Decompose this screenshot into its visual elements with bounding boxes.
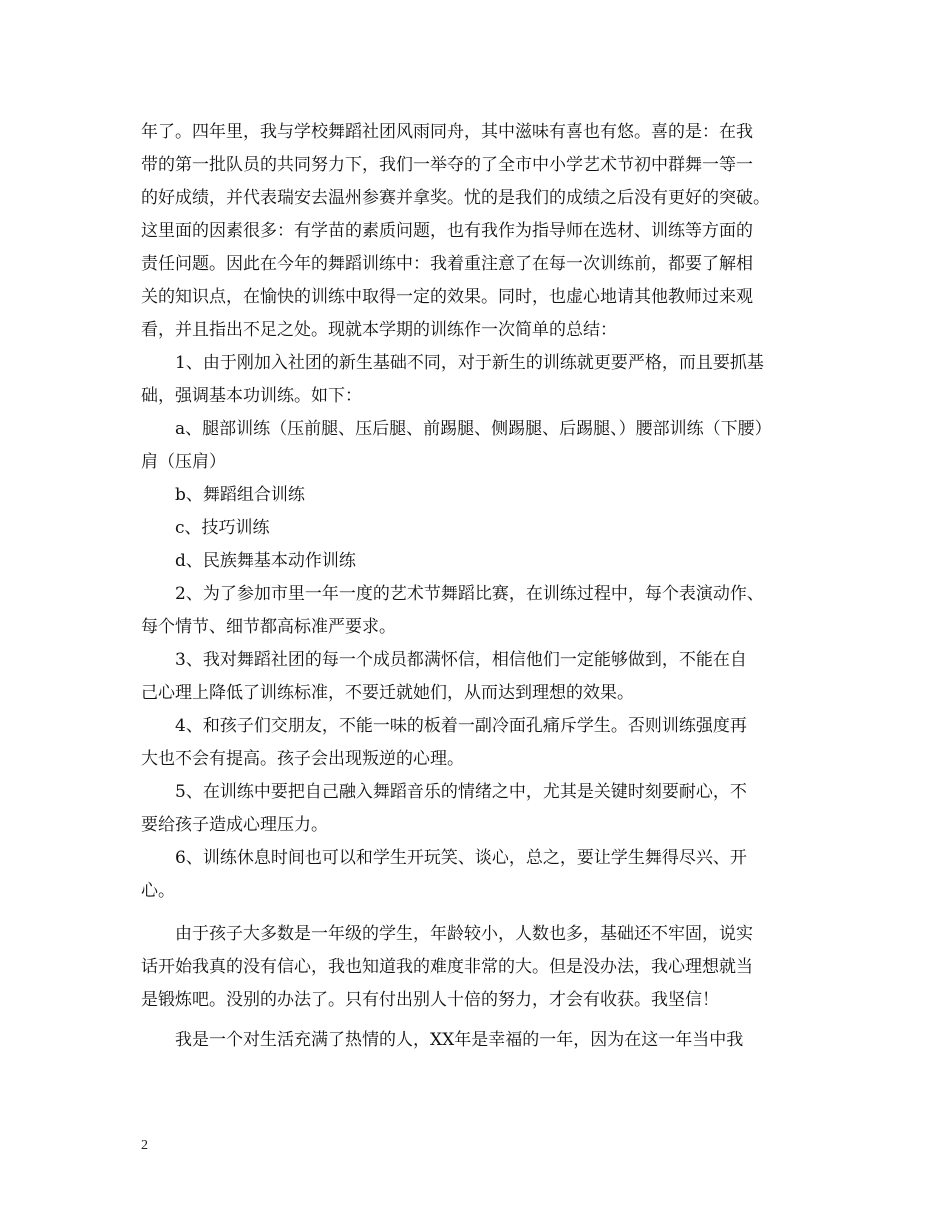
paragraph-line: 看，并且指出不足之处。现就本学期的训练作一次简单的总结： (141, 320, 617, 340)
list-item-line: 要给孩子造成心理压力。 (141, 815, 328, 835)
sub-item-line: 肩（压肩） (141, 452, 226, 472)
paragraph-line: 带的第一批队员的共同努力下，我们一举夺的了全市中小学艺术节初中群舞一等一 (141, 155, 753, 175)
document-body (141, 116, 813, 1057)
paragraph-line: 责任问题。因此在今年的舞蹈训练中：我着重注意了在每一次训练前，都要了解相 (141, 254, 753, 274)
page-number: 2 (141, 1138, 148, 1153)
sub-item-line: b、舞蹈组合训练 (175, 485, 305, 505)
list-item-line: 4、和孩子们交朋友，不能一味的板着一副冷面孔痛斥学生。否则训练强度再 (175, 716, 747, 736)
list-item-line: 5、在训练中要把自己融入舞蹈音乐的情绪之中，尤其是关键时刻要耐心，不 (175, 782, 747, 802)
list-item-line: 己心理上降低了训练标准，不要迁就她们，从而达到理想的效果。 (141, 683, 634, 703)
list-item-line: 每个情节、细节都高标准严要求。 (141, 617, 396, 637)
list-item-line: 6、训练休息时间也可以和学生开玩笑、谈心，总之，要让学生舞得尽兴、开 (175, 848, 747, 868)
paragraph-line: 的好成绩，并代表瑞安去温州参赛并拿奖。忧的是我们的成绩之后没有更好的突破。 (141, 188, 770, 208)
paragraph-line: 这里面的因素很多：有学苗的素质问题，也有我作为指导师在选材、训练等方面的 (141, 221, 753, 241)
sub-item-line: a、腿部训练（压前腿、压后腿、前踢腿、侧踢腿、后踢腿、）腰部训练（下腰） (175, 419, 772, 439)
list-item-line: 2、为了参加市里一年一度的艺术节舞蹈比赛，在训练过程中，每个表演动作、 (175, 584, 764, 604)
list-item-line: 1、由于刚加入社团的新生基础不同，对于新生的训练就更要严格，而且要抓基 (175, 353, 764, 373)
sub-item-line: c、技巧训练 (175, 518, 270, 538)
paragraph-line: 由于孩子大多数是一年级的学生，年龄较小，人数也多，基础还不牢固，说实 (175, 924, 753, 944)
paragraph-line: 我是一个对生活充满了热情的人，XX年是幸福的一年，因为在这一年当中我 (175, 1030, 744, 1050)
paragraph-line: 关的知识点，在愉快的训练中取得一定的效果。同时，也虚心地请其他教师过来观 (141, 287, 753, 307)
list-item-line: 础，强调基本功训练。如下： (141, 386, 362, 406)
paragraph-line: 是锻炼吧。没别的办法了。只有付出别人十倍的努力，才会有收获。我坚信！ (141, 990, 719, 1010)
list-item-line: 3、我对舞蹈社团的每一个成员都满怀信，相信他们一定能够做到，不能在自 (175, 650, 747, 670)
paragraph-line: 话开始我真的没有信心，我也知道我的难度非常的大。但是没办法，我心理想就当 (141, 957, 753, 977)
list-item-line: 大也不会有提高。孩子会出现叛逆的心理。 (141, 749, 464, 769)
paragraph-line: 年了。四年里，我与学校舞蹈社团风雨同舟，其中滋味有喜也有悠。喜的是：在我 (141, 122, 753, 142)
list-item-line: 心。 (141, 881, 175, 901)
sub-item-line: d、民族舞基本动作训练 (175, 551, 356, 571)
